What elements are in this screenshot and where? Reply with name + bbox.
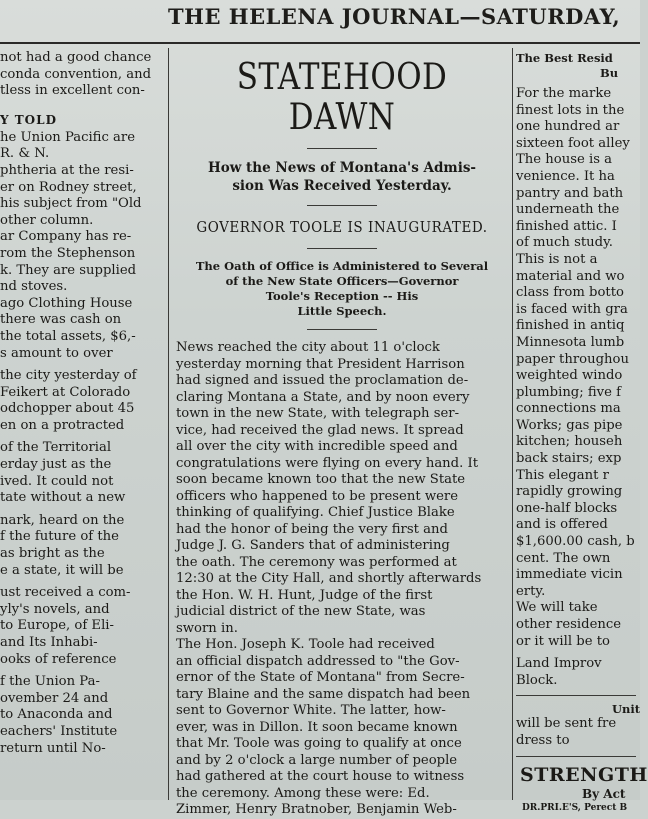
left-column-top-lines: [0, 50, 160, 100]
text-line: odchopper about 45: [0, 401, 135, 417]
text-line: the Hon. W. H. Hunt, Judge of the first: [176, 587, 433, 603]
deck-line: sion Was Received Yesterday.: [232, 178, 452, 194]
text-line: and is offered: [516, 517, 608, 533]
column-rule-left: [168, 48, 169, 800]
text-line: Judge J. G. Sanders that of administering: [176, 538, 450, 553]
text-line: paper throughou: [516, 351, 629, 367]
text-line: 12:30 at the City Hall, and shortly afterwards: [176, 571, 482, 586]
text-line: kitchen; househ: [516, 434, 623, 450]
text-line: ust received a com-: [0, 585, 131, 601]
text-line: Block.: [516, 672, 558, 688]
text-line: connections ma: [516, 401, 621, 417]
text-line: Minnesota lumb: [516, 334, 625, 350]
text-line: return until No-: [0, 740, 106, 756]
divider: [516, 695, 636, 696]
text-line: ernor of the State of Montana" from Secre-: [176, 670, 465, 685]
text-line: or it will be to: [516, 633, 610, 649]
text-line: For the marke: [516, 86, 612, 101]
text-line: of the Territorial: [0, 440, 112, 456]
text-line: all over the city with incredible speed and: [176, 439, 458, 454]
text-line: to Europe, of Eli-: [0, 618, 114, 634]
text-line: $1,600.00 cash, b: [516, 534, 635, 550]
text-line: one hundred ar: [516, 119, 620, 135]
divider: [307, 148, 377, 149]
text-line: had signed and issued the proclamation de-: [176, 373, 469, 388]
deck-line: Toole's Reception -- His: [265, 289, 419, 303]
text-line: other residence: [516, 617, 622, 632]
text-line: Land Improv: [516, 656, 602, 672]
left-column-body-lines: [0, 130, 160, 757]
text-line: conda convention, and: [0, 66, 152, 82]
text-line: venience. It ha: [516, 168, 615, 184]
text-line: and Its Inhabi-: [0, 635, 98, 650]
text-line: finished attic. I: [516, 218, 617, 234]
masthead-title: THE HELENA JOURNAL—SATURDAY,: [168, 4, 621, 29]
column-rule-right: [512, 48, 513, 800]
article-deck-summary: [176, 259, 508, 319]
text-line: This is not a: [516, 251, 598, 267]
text-line: dress to: [516, 732, 570, 748]
text-line: plumbing; five f: [516, 384, 622, 400]
text-line: nark, heard on the: [0, 512, 125, 528]
text-line: other column.: [0, 212, 94, 228]
text-line: ar Company has re-: [0, 229, 132, 245]
text-line: The Hon. Joseph K. Toole had received: [176, 637, 435, 652]
text-line: e a state, it will be: [0, 562, 124, 578]
right-column: [516, 50, 648, 813]
right-column-unit-heading: Unit: [612, 702, 641, 717]
masthead: [0, 0, 640, 44]
text-line: there was cash on: [0, 312, 122, 328]
text-line: tary Blaine and the same dispatch had been: [176, 686, 471, 702]
article-deck-primary: [176, 159, 508, 195]
right-column-heading: The Best Resid: [516, 51, 613, 65]
text-line: nd stoves.: [0, 279, 68, 295]
text-line: his subject from "Old: [0, 196, 142, 212]
right-column-notice-lines: [516, 716, 640, 749]
text-line: s amount to over: [0, 345, 113, 361]
text-line: material and wo: [516, 268, 625, 284]
text-line: f the Union Pa-: [0, 674, 100, 690]
text-line: The house is a: [516, 152, 613, 168]
text-line: an official dispatch addressed to "the Gov-: [176, 653, 460, 669]
text-line: town in the new State, with telegraph ser-: [176, 406, 460, 421]
text-line: back stairs; exp: [516, 451, 622, 467]
text-line: the ceremony. Among these were: Ed.: [176, 785, 430, 801]
text-line: weighted windo: [516, 368, 623, 384]
text-line: vice, had received the glad news. It spread: [176, 422, 464, 438]
text-line: eachers' Institute: [0, 723, 118, 739]
text-line: the oath. The ceremony was performed at: [176, 554, 457, 570]
text-line: the city yesterday of: [0, 368, 137, 384]
text-line: ago Clothing House: [0, 295, 133, 311]
text-line: erty.: [516, 583, 546, 599]
text-line: Zimmer, Henry Bratnober, Benjamin Web-: [176, 802, 457, 817]
text-line: that Mr. Toole was going to qualify at once: [176, 736, 462, 751]
advertisement-line: By Act: [582, 786, 626, 801]
text-line: immediate vicin: [516, 567, 623, 583]
text-line: yesterday morning that President Harrison: [176, 356, 465, 372]
left-column: [0, 50, 160, 800]
text-line: soon became known too that the new State: [176, 472, 466, 487]
article-body: [176, 340, 508, 819]
text-line: R. & N.: [0, 146, 50, 162]
deck-line: How the News of Montana's Admis-: [207, 160, 477, 176]
text-line: had the honor of being the very first and: [176, 521, 448, 537]
text-line: pantry and bath: [516, 185, 624, 201]
text-line: f the future of the: [0, 529, 119, 545]
text-line: We will take: [516, 600, 598, 616]
text-line: of much study.: [516, 235, 613, 251]
text-line: Works; gas pipe: [516, 417, 623, 433]
advertisement-title: STRENGTH: [520, 763, 648, 786]
article-headline: STATEHOOD DAWN: [236, 57, 448, 138]
text-line: sworn in.: [176, 620, 238, 636]
deck-line: The Oath of Office is Administered to Several: [195, 259, 489, 273]
text-line: sixteen foot alley: [516, 135, 630, 151]
article-deck-secondary: GOVERNOR TOOLE IS INAUGURATED.: [196, 218, 488, 236]
text-line: ever, was in Dillon. It soon became known: [176, 719, 458, 735]
divider: [307, 205, 377, 206]
text-line: News reached the city about 11 o'clock: [176, 340, 440, 355]
text-line: and by 2 o'clock a large number of people: [176, 752, 458, 768]
text-line: underneath the: [516, 202, 620, 218]
text-line: had gathered at the court house to witness: [176, 769, 465, 784]
text-line: phtheria at the resi-: [0, 162, 134, 178]
text-line: finished in antiq: [516, 318, 625, 334]
text-line: rom the Stephenson: [0, 245, 136, 261]
text-line: ived. It could not: [0, 473, 114, 489]
main-article: [176, 50, 508, 817]
text-line: congratulations were flying on every hand. It: [176, 455, 479, 471]
text-line: he Union Pacific are: [0, 129, 136, 145]
text-line: en on a protracted: [0, 417, 125, 433]
text-line: sent to Governor White. The latter, how-: [176, 703, 446, 718]
text-line: yly's novels, and: [0, 601, 110, 617]
text-line: rapidly growing: [516, 484, 623, 500]
deck-line: Little Speech.: [297, 304, 387, 318]
text-line: finest lots in the: [516, 102, 625, 118]
text-line: to Anaconda and: [0, 707, 113, 723]
advertisement-small-print: DR.PRI.E'S, Perect B: [522, 802, 628, 813]
text-line: tate without a new: [0, 490, 126, 506]
text-line: This elegant r: [516, 467, 609, 483]
deck-line: of the New State Officers—Governor: [225, 274, 459, 288]
text-line: as bright as the: [0, 546, 105, 562]
divider: [307, 329, 377, 330]
text-line: not had a good chance: [0, 50, 152, 65]
text-line: ovember 24 and: [0, 690, 109, 706]
text-line: erday just as the: [0, 457, 112, 473]
text-line: is faced with gra: [516, 301, 628, 317]
text-line: er on Rodney street,: [0, 179, 137, 195]
right-column-lines: [516, 86, 640, 689]
text-line: the total assets, $6,-: [0, 328, 136, 344]
right-column-subheading: Bu: [600, 66, 619, 80]
text-line: will be sent fre: [516, 716, 617, 732]
text-line: thinking of qualifying. Chief Justice Blake: [176, 505, 455, 520]
text-line: officers who happened to be present were: [176, 488, 459, 504]
text-line: tless in excellent con-: [0, 83, 145, 99]
text-line: class from botto: [516, 285, 624, 301]
text-line: k. They are supplied: [0, 262, 137, 278]
divider: [516, 756, 636, 757]
text-line: cent. The own: [516, 550, 611, 566]
text-line: claring Montana a State, and by noon every: [176, 389, 470, 405]
divider: [307, 248, 377, 249]
text-line: Feikert at Colorado: [0, 384, 131, 400]
text-line: judicial district of the new State, was: [176, 604, 426, 619]
text-line: ooks of reference: [0, 651, 117, 667]
left-column-heading: Y TOLD: [0, 112, 57, 127]
text-line: one-half blocks: [516, 500, 618, 516]
